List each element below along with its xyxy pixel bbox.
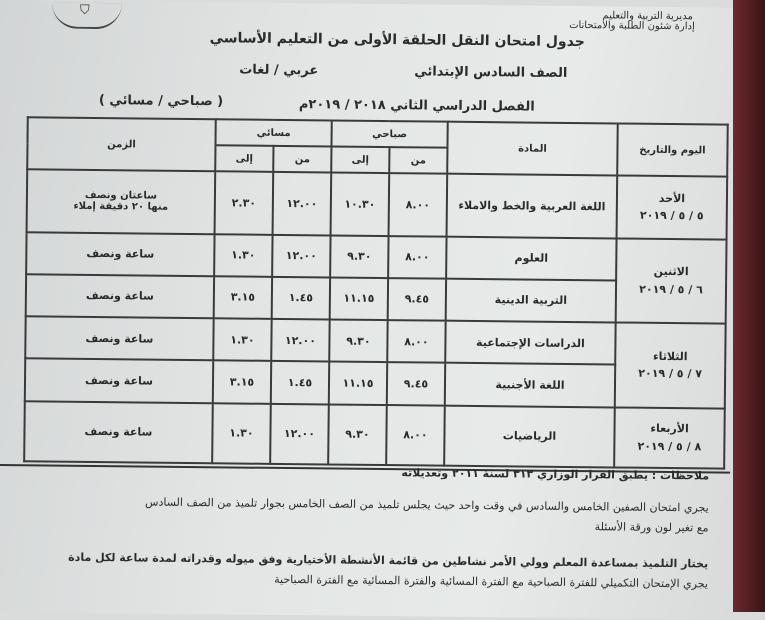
evening-from-cell: ١٢.٠٠: [270, 403, 329, 464]
note-line: يختار التلميذ بمساعدة المعلم وولي الأمر نشاطين من قائمة الأنشطة الأختيارية وفق ميوله وقدراته لمدة ساعة لكل مادة: [68, 550, 709, 571]
background-edge: [733, 0, 765, 612]
morning-from-cell: ٨.٠٠: [386, 405, 445, 466]
exam-table: [23, 116, 729, 469]
day-cell: الاثنين ٦ / ٥ / ٢٠١٩: [616, 238, 727, 324]
table-row: [26, 232, 726, 282]
subject-cell: اللغة العربية والخط والاملاء: [447, 174, 618, 238]
morning-from-cell: ٩.٤٥: [387, 362, 445, 405]
header-evening-to: إلى: [215, 145, 273, 172]
ministry-name: مديرية التربية والتعليم: [602, 10, 693, 23]
table-row: [24, 401, 725, 469]
duration-cell: ساعة ونصف: [26, 232, 214, 276]
day-cell: الثلاثاء ٧ / ٥ / ٢٠١٩: [615, 323, 726, 409]
emblem-logo: [52, 3, 122, 30]
duration-cell: ساعتان ونصف منها ٢٠ دقيقة إملاء: [27, 170, 216, 234]
eagle-icon: ⛉: [79, 2, 90, 18]
day-cell: الأحد ٥ / ٥ / ٢٠١٩: [617, 176, 728, 240]
grade-label: الصف السادس الإبتدائي: [414, 64, 568, 81]
header-morning: صباحي: [331, 120, 447, 147]
note-line: يجري امتحان الصفين الخامس والسادس في وقت واحد حيث يجلس تلميذ من الصف الخامس بجوار تلميذ من الصف السادس: [145, 495, 709, 515]
morning-to-cell: ١١.١٥: [330, 277, 388, 320]
evening-to-cell: ١.٣٠: [214, 234, 272, 277]
header-morning-to: إلى: [331, 147, 389, 174]
header-day: اليوم والتاريخ: [617, 123, 728, 176]
term-label: الفصل الدراسي الثاني ٢٠١٨ / ٢٠١٩م: [298, 97, 535, 115]
morning-from-cell: ٨.٠٠: [387, 320, 445, 363]
header-evening: مسائي: [215, 119, 331, 146]
morning-to-cell: ١١.١٥: [329, 362, 387, 405]
evening-to-cell: ٣.١٥: [213, 361, 271, 404]
evening-to-cell: ١.٣٠: [213, 318, 271, 361]
header-subject: المادة: [447, 122, 618, 176]
subject-cell: التربية الدينية: [446, 279, 616, 323]
evening-from-cell: ١٢.٠٠: [272, 235, 330, 278]
duration-cell: ساعة ونصف: [25, 359, 213, 403]
morning-to-cell: ٩.٣٠: [328, 404, 387, 465]
evening-from-cell: ١٢.٠٠: [273, 172, 332, 235]
table-row: [25, 316, 725, 366]
subject-cell: اللغة الأجنبية: [445, 363, 615, 407]
note-line: مع تغير لون ورقة الأسئلة: [594, 520, 709, 535]
evening-from-cell: ١٢.٠٠: [271, 319, 329, 362]
duration-cell: ساعة ونصف: [24, 401, 213, 463]
evening-to-cell: ١.٣٠: [212, 403, 271, 464]
subject-cell: الدراسات الإجتماعية: [445, 321, 615, 365]
note-line: يجري الإمتحان التكميلي للفترة الصباحية مع الفترة المسائية والفترة المسائية مع الفترة الصباحية: [274, 572, 708, 591]
shift-label: ( صباحي / مسائي ): [98, 93, 224, 110]
header-morning-from: من: [389, 147, 447, 174]
morning-to-cell: ١٠.٣٠: [331, 173, 390, 236]
morning-from-cell: ٨.٠٠: [388, 236, 446, 279]
evening-to-cell: ٣.١٥: [214, 276, 272, 319]
morning-to-cell: ٩.٣٠: [330, 235, 388, 278]
day-cell: الأربعاء ٨ / ٥ / ٢٠١٩: [614, 407, 725, 469]
subject-cell: الرياضيات: [444, 405, 615, 467]
table-row: [27, 170, 728, 240]
morning-from-cell: ٨.٠٠: [389, 173, 448, 236]
department-name: إدارة شئون الطلبة والامتحانات: [569, 19, 695, 33]
header-evening-from: من: [273, 146, 331, 173]
morning-from-cell: ٩.٤٥: [388, 278, 446, 321]
duration-cell: ساعة ونصف: [25, 316, 213, 360]
duration-cell: ساعة ونصف: [26, 274, 214, 318]
notes-heading: ملاحظات : يطبق القرار الوزاري ٣١٣ لسنة ٢٠١١ وتعديلاته: [401, 466, 710, 483]
evening-from-cell: ١.٤٥: [272, 277, 330, 320]
evening-to-cell: ٢.٣٠: [215, 172, 274, 235]
evening-from-cell: ١.٤٥: [271, 361, 329, 404]
track-label: عربي / لغات: [239, 62, 319, 79]
header-duration: الزمن: [27, 117, 216, 171]
page-title: جدول امتحان النقل الحلقة الأولى من التعليم الأساسي: [209, 30, 585, 51]
subject-cell: العلوم: [446, 236, 616, 280]
morning-to-cell: ٩.٣٠: [329, 320, 387, 363]
